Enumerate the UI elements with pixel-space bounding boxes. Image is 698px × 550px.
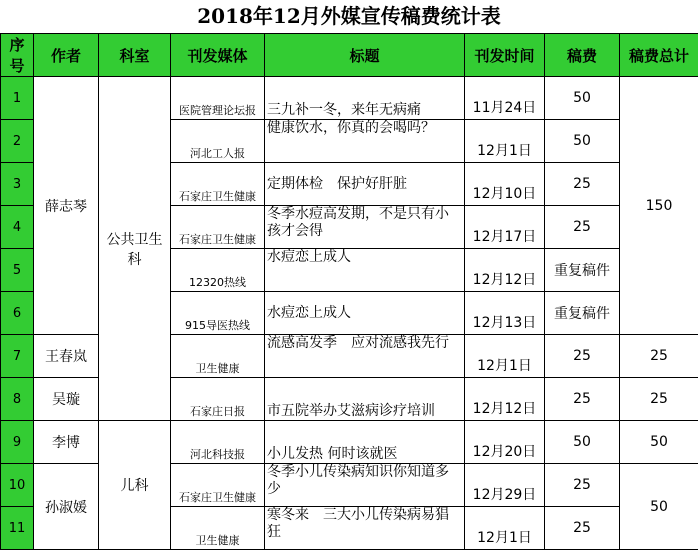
title-cell: 健康饮水，你真的会喝吗？ — [265, 120, 465, 163]
date-cell: 12月1日 — [465, 335, 545, 378]
table-row — [1, 421, 698, 464]
col-header-author: 作者 — [34, 34, 99, 77]
title-cell: 水痘恋上成人 — [265, 292, 465, 335]
page-title: 2018年12月外媒宣传稿费统计表 — [0, 0, 698, 33]
dept-cell: 公共卫生科 — [99, 77, 171, 421]
fee-cell: 50 — [545, 77, 620, 120]
title-cell: 市五院举办艾滋病诊疗培训 — [265, 378, 465, 421]
col-header-dept: 科室 — [99, 34, 171, 77]
table-row — [1, 77, 698, 120]
title-cell: 冬季小儿传染病知识你知道多少 — [265, 464, 465, 507]
title-cell: 定期体检 保护好肝脏 — [265, 163, 465, 206]
total-cell: 150 — [620, 77, 698, 335]
author-cell: 孙淑媛 — [34, 464, 99, 550]
fee-cell: 25 — [545, 464, 620, 507]
col-header-total: 稿费总计 — [620, 34, 698, 77]
col-header-no: 序号 — [1, 34, 34, 77]
total-cell: 25 — [620, 378, 698, 421]
media-cell: 石家庄卫生健康 — [171, 464, 265, 507]
date-cell: 12月1日 — [465, 120, 545, 163]
date-cell: 12月13日 — [465, 292, 545, 335]
date-cell: 12月12日 — [465, 249, 545, 292]
row-number: 5 — [1, 249, 34, 292]
col-header-title: 标题 — [265, 34, 465, 77]
media-cell: 12320热线 — [171, 249, 265, 292]
date-cell: 12月10日 — [465, 163, 545, 206]
media-cell: 石家庄卫生健康 — [171, 206, 265, 249]
total-cell: 50 — [620, 464, 698, 550]
row-number: 3 — [1, 163, 34, 206]
row-number: 11 — [1, 507, 34, 550]
col-header-date: 刊发时间 — [465, 34, 545, 77]
col-header-media: 刊发媒体 — [171, 34, 265, 77]
row-number: 6 — [1, 292, 34, 335]
fee-cell: 25 — [545, 163, 620, 206]
author-cell: 李博 — [34, 421, 99, 464]
header-row — [1, 34, 698, 77]
author-cell: 吴璇 — [34, 378, 99, 421]
fee-cell: 25 — [545, 335, 620, 378]
media-cell: 河北科技报 — [171, 421, 265, 464]
dept-cell: 儿科 — [99, 421, 171, 550]
fee-cell: 重复稿件 — [545, 249, 620, 292]
col-header-fee: 稿费 — [545, 34, 620, 77]
title-cell: 寒冬来 三大小儿传染病易猖狂 — [265, 507, 465, 550]
row-number: 9 — [1, 421, 34, 464]
title-cell: 小儿发热 何时该就医 — [265, 421, 465, 464]
date-cell: 12月12日 — [465, 378, 545, 421]
media-cell: 石家庄卫生健康 — [171, 163, 265, 206]
row-number: 1 — [1, 77, 34, 120]
author-cell: 薛志琴 — [34, 77, 99, 335]
title-cell: 三九补一冬，来年无病痛 — [265, 77, 465, 120]
total-cell: 50 — [620, 421, 698, 464]
fee-cell: 25 — [545, 206, 620, 249]
media-cell: 卫生健康 — [171, 335, 265, 378]
row-number: 7 — [1, 335, 34, 378]
row-number: 4 — [1, 206, 34, 249]
row-number: 8 — [1, 378, 34, 421]
title-cell: 水痘恋上成人 — [265, 249, 465, 292]
title-cell: 流感高发季 应对流感我先行 — [265, 335, 465, 378]
fee-cell: 25 — [545, 507, 620, 550]
date-cell: 12月1日 — [465, 507, 545, 550]
media-cell: 915导医热线 — [171, 292, 265, 335]
row-number: 10 — [1, 464, 34, 507]
author-cell: 王春岚 — [34, 335, 99, 378]
fee-cell: 50 — [545, 421, 620, 464]
title-cell: 冬季水痘高发期，不是只有小孩才会得 — [265, 206, 465, 249]
date-cell: 11月24日 — [465, 77, 545, 120]
media-cell: 石家庄日报 — [171, 378, 265, 421]
row-number: 2 — [1, 120, 34, 163]
media-cell: 河北工人报 — [171, 120, 265, 163]
date-cell: 12月20日 — [465, 421, 545, 464]
fee-table — [0, 33, 698, 550]
date-cell: 12月29日 — [465, 464, 545, 507]
fee-cell: 重复稿件 — [545, 292, 620, 335]
fee-cell: 25 — [545, 378, 620, 421]
media-cell: 卫生健康 — [171, 507, 265, 550]
fee-cell: 50 — [545, 120, 620, 163]
date-cell: 12月17日 — [465, 206, 545, 249]
media-cell: 医院管理论坛报 — [171, 77, 265, 120]
total-cell: 25 — [620, 335, 698, 378]
